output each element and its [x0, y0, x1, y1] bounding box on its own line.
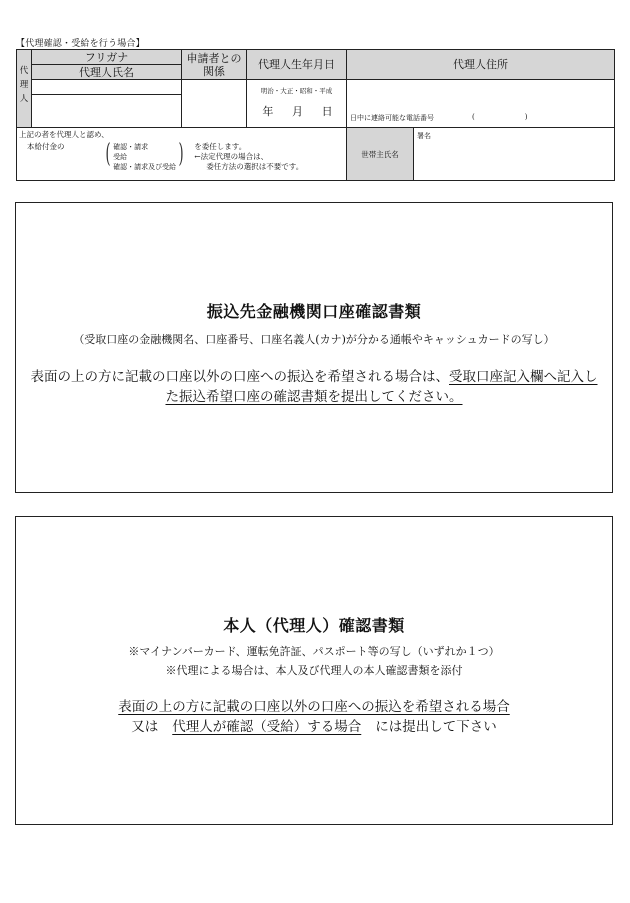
option-confirm-claim-receive[interactable]: 確認・請求及び受給	[113, 163, 177, 171]
agent-label: 代理人	[17, 50, 32, 128]
birthdate-field[interactable]	[247, 80, 347, 128]
bank-doc-title: 振込先金融機関口座確認書類	[206, 302, 422, 321]
month-label: 月	[291, 105, 303, 118]
identity-document-box	[15, 516, 613, 825]
section-title: 【代理確認・受給を行う場合】	[16, 39, 145, 49]
phone-label: 日中に連絡可能な電話番号	[350, 114, 434, 122]
era-options[interactable]: 明治・大正・昭和・平成	[260, 87, 333, 95]
delegation-options[interactable]	[113, 141, 176, 172]
option-confirm-claim[interactable]: 確認・請求	[113, 143, 149, 151]
id-doc-title: 本人（代理人）確認書類	[223, 616, 405, 635]
bank-doc-subtitle: （受取口座の金融機関名、口座番号、口座名義人(カナ)が分かる通帳やキャッシュカードの写し）	[73, 333, 555, 346]
year-label: 年	[262, 105, 274, 118]
agree-text: 上記の者を代理人と認め、	[19, 130, 109, 139]
day-label: 日	[321, 105, 333, 118]
address-header: 代理人住所	[347, 50, 615, 80]
bank-account-document-box	[15, 202, 613, 493]
bank-doc-instruction: 表面の上の方に記載の口座以外の口座への振込を希望される場合は、受取口座記入欄へ記入した振込希望口座の確認書類を提出してください。	[30, 369, 598, 405]
id-doc-condition-2: 又は 代理人が確認（受給）する場合 には提出して下さい	[131, 719, 497, 735]
phone-field[interactable]: 日中に連絡可能な電話番号 ( )	[350, 113, 528, 122]
id-doc-note-1: ※マイナンバーカード、運転免許証、パスポート等の写し（いずれか１つ）	[128, 645, 500, 658]
household-head-label: 世帯主氏名	[347, 128, 414, 180]
delegation-area: 上記の者を代理人と認め、 本給付金の ( 確認・請求 受給 確認・請求及び受給 ) を委任します。 ←法定代理の場合は、 委任方法の選択は不要です。	[17, 128, 347, 181]
agent-name-header: 代理人氏名	[32, 65, 182, 80]
relation-header: 申請者との関係	[182, 50, 247, 80]
option-receive[interactable]: 受給	[113, 153, 128, 161]
household-sign-area	[347, 128, 615, 181]
benefit-label: 本給付金の	[27, 142, 65, 151]
agent-name-field[interactable]	[32, 80, 182, 128]
birthdate-header: 代理人生年月日	[247, 50, 347, 80]
signature-field[interactable]: 署名	[417, 132, 431, 140]
delegate-text: を委任します。 ←法定代理の場合は、 委任方法の選択は不要です。	[194, 142, 304, 171]
id-doc-condition-1: 表面の上の方に記載の口座以外の口座への振込を希望される場合	[118, 699, 510, 715]
address-field[interactable]	[347, 80, 615, 128]
id-doc-note-2: ※代理による場合は、本人及び代理人の本人確認書類を添付	[165, 664, 463, 677]
furigana-field[interactable]	[32, 80, 181, 95]
relation-field[interactable]	[182, 80, 247, 128]
proxy-form-table	[16, 49, 615, 181]
furigana-header: フリガナ	[32, 50, 182, 65]
